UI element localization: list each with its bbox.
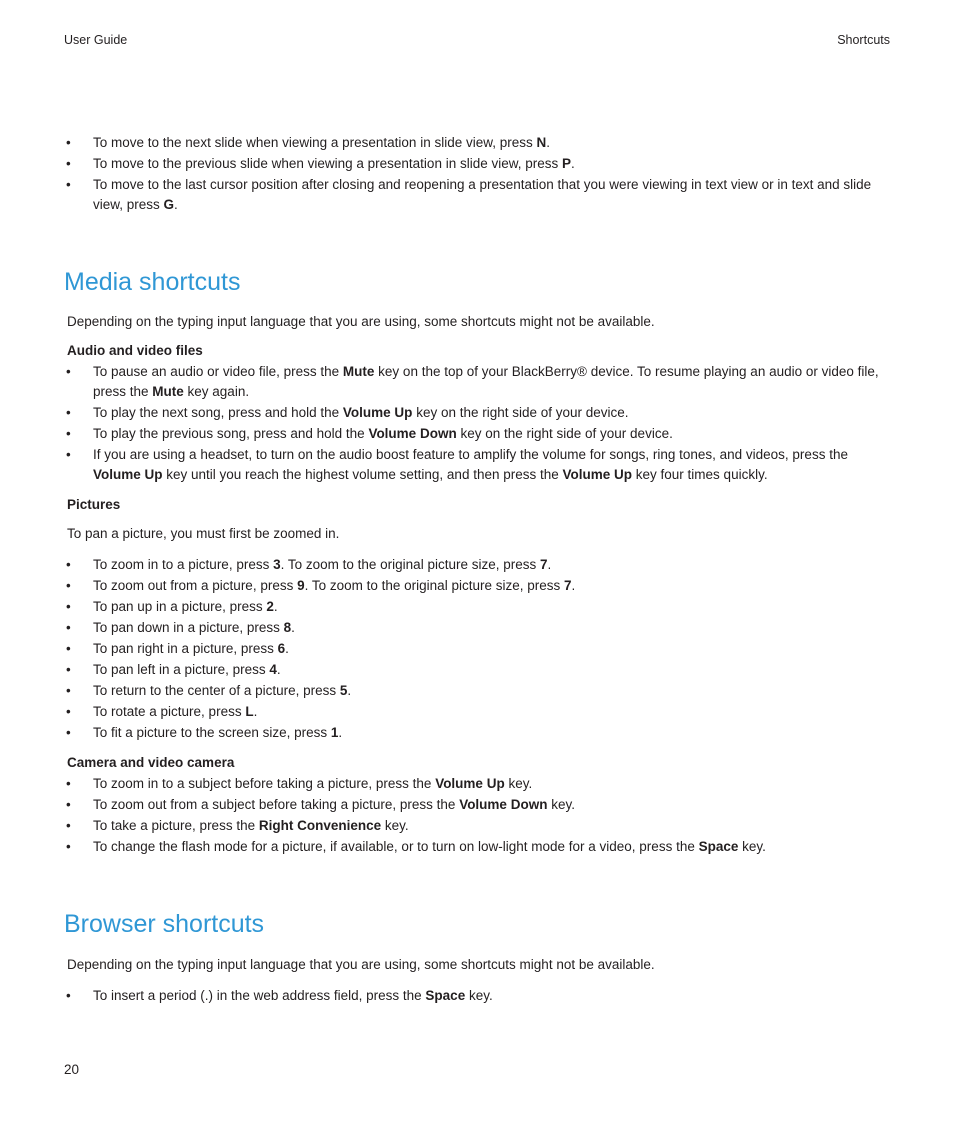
key-name: 9: [297, 578, 305, 593]
key-name: Volume Down: [368, 426, 457, 441]
pictures-subheading: Pictures: [67, 497, 121, 512]
key-name: Mute: [152, 384, 184, 399]
key-name: 8: [283, 620, 292, 635]
key-name: Volume Up: [435, 776, 505, 791]
list-item: • To pan down in a picture, press 8.: [93, 618, 893, 638]
list-item: • To pause an audio or video file, press the Mute key on the top of your BlackBerry® device. To resume playing an audio or video file, press the Mute key again.: [93, 362, 893, 402]
key-name: 1: [330, 725, 339, 740]
camera-subheading: Camera and video camera: [67, 755, 235, 770]
key-name: Volume Up: [342, 405, 413, 420]
key-name: 7: [539, 557, 548, 572]
list-item: • To move to the next slide when viewing a presentation in slide view, press N.: [93, 133, 893, 153]
running-header-left: User Guide: [64, 33, 128, 47]
key-name: 4: [269, 662, 277, 677]
list-item: • If you are using a headset, to turn on the audio boost feature to amplify the volume for songs, ring tones, and videos, press the Volume Up key until you reach the highest volume setting, and then press the Volume Up key four times quickly.: [93, 445, 893, 485]
list-item: • To pan left in a picture, press 4.: [93, 660, 893, 680]
list-item: • To return to the center of a picture, press 5.: [93, 681, 893, 701]
list-item: • To move to the previous slide when viewing a presentation in slide view, press P.: [93, 154, 893, 174]
list-item: • To pan up in a picture, press 2.: [93, 597, 893, 617]
list-item: • To fit a picture to the screen size, press 1.: [93, 723, 893, 743]
key-name: 2: [266, 599, 274, 614]
media-shortcuts-heading: Media shortcuts: [64, 268, 241, 296]
key-name: G: [163, 197, 175, 212]
list-item: • To zoom out from a picture, press 9. To zoom to the original picture size, press 7.: [93, 576, 893, 596]
list-item: • To play the previous song, press and hold the Volume Down key on the right side of your device.: [93, 424, 893, 444]
list-item: • To pan right in a picture, press 6.: [93, 639, 893, 659]
key-name: 6: [277, 641, 286, 656]
key-name: N: [536, 135, 547, 150]
list-item: • To rotate a picture, press L.: [93, 702, 893, 722]
key-name: Space: [698, 839, 739, 854]
browser-shortcuts-heading: Browser shortcuts: [64, 910, 265, 938]
key-name: 5: [339, 683, 348, 698]
list-item: • To zoom out from a subject before taking a picture, press the Volume Down key.: [93, 795, 893, 815]
key-name: Volume Up: [93, 467, 163, 482]
key-name: Space: [425, 988, 466, 1003]
key-name: 3: [273, 557, 281, 572]
list-item: • To move to the last cursor position after closing and reopening a presentation that you were viewing in text view or in text and slide view, press G.: [93, 175, 893, 215]
browser-intro: Depending on the typing input language that you are using, some shortcuts might not be available.: [67, 957, 655, 972]
key-name: Mute: [342, 364, 375, 379]
list-item: • To change the flash mode for a picture, if available, or to turn on low-light mode for a video, press the Space key.: [93, 837, 893, 857]
key-name: P: [562, 156, 572, 171]
running-header-right: Shortcuts: [837, 33, 890, 47]
key-name: L: [245, 704, 254, 719]
key-name: 7: [563, 578, 572, 593]
list-item: • To take a picture, press the Right Convenience key.: [93, 816, 893, 836]
page-number: 20: [64, 1062, 80, 1077]
list-item: • To insert a period (.) in the web address field, press the Space key.: [93, 986, 893, 1006]
key-name: Right Convenience: [258, 818, 382, 833]
media-intro: Depending on the typing input language that you are using, some shortcuts might not be available.: [67, 314, 655, 329]
list-item: • To zoom in to a subject before taking a picture, press the Volume Up key.: [93, 774, 893, 794]
key-name: Volume Down: [459, 797, 548, 812]
list-item: • To zoom in to a picture, press 3. To zoom to the original picture size, press 7.: [93, 555, 893, 575]
key-name: Volume Up: [562, 467, 633, 482]
pictures-intro: To pan a picture, you must first be zoomed in.: [67, 526, 340, 541]
list-item: • To play the next song, press and hold the Volume Up key on the right side of your device.: [93, 403, 893, 423]
audio-video-subheading: Audio and video files: [67, 343, 203, 358]
